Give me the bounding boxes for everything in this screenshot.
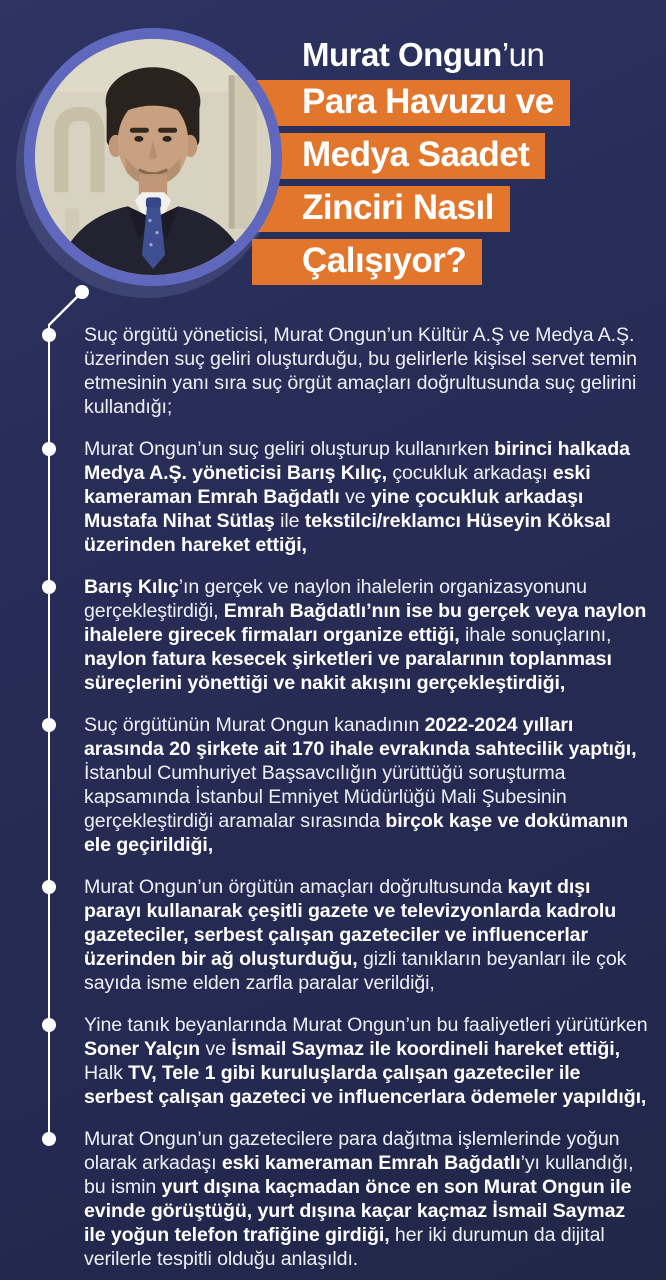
text-segment: İsmail Saymaz ile koordineli hareket ettiği, <box>231 1038 620 1060</box>
headline-strips <box>252 80 570 285</box>
timeline-paragraph <box>84 713 650 857</box>
text-segment: ihale sonuçlarını, <box>459 624 612 646</box>
timeline-dot <box>42 880 56 894</box>
timeline-paragraph <box>84 1127 650 1271</box>
timeline-paragraph <box>84 875 650 995</box>
text-segment: tekstilci/reklamcı Hüseyin Köksal üzerinden hareket ettiği, <box>84 510 611 556</box>
text-segment: Murat Ongun’un gazetecilere para dağıtma işlemlerinde yoğun olarak arkadaşı <box>84 1128 620 1174</box>
text-segment: eski kameraman Emrah Bağdatlı <box>84 462 591 508</box>
text-segment: çocukluk arkadaşı <box>386 462 553 484</box>
timeline-item <box>84 713 650 857</box>
timeline-item <box>84 437 650 557</box>
text-segment: Soner Yalçın <box>84 1038 201 1060</box>
timeline-dot <box>42 442 56 456</box>
timeline-dot <box>42 718 56 732</box>
headline-name: Murat Ongun <box>302 36 502 73</box>
headline-block <box>252 36 570 292</box>
text-segment: yine çocukluk arkadaşı Mustafa Nihat Sütlaş <box>84 486 584 532</box>
text-segment: eski kameraman Emrah Bağdatlı <box>221 1152 521 1174</box>
text-segment: Halk <box>84 1062 129 1084</box>
text-segment: birinci halkada Medya A.Ş. yöneticisi Barış Kılıç, <box>84 438 630 484</box>
text-segment: her iki durumun da dijital verilerle tespitli olduğu anlaşıldı. <box>84 1224 605 1270</box>
title-strip: Zinciri Nasıl <box>252 186 510 232</box>
text-segment: naylon fatura kesecek şirketleri ve paralarının toplanması süreçlerini yönettiği ve nakit akışını gerçekleştirdiği, <box>84 648 612 694</box>
title-strip: Çalışıyor? <box>252 239 482 285</box>
text-segment: Suç örgütü yöneticisi, Murat Ongun’un Kültür A.Ş ve Medya A.Ş. üzerinden suç geliri oluşturduğu, bu gelirlerle kişisel servet temin etmesinin yanı sıra suç örgüt amaçları doğrultusunda suç gelirini kullandığı; <box>84 324 637 418</box>
timeline-paragraph <box>84 323 650 419</box>
portrait-photo <box>24 28 282 286</box>
text-segment: ’ın gerçek ve naylon ihalelerin organizasyonunu gerçekleştirdiği, <box>84 576 587 622</box>
timeline-item <box>84 875 650 995</box>
timeline-item <box>84 575 650 695</box>
text-segment: Yine tanık beyanlarında Murat Ongun’un bu faaliyetleri yürütürken <box>84 1014 648 1036</box>
timeline-dot <box>42 580 56 594</box>
text-segment: gizli tanıkların beyanları ile çok sayıda isme elden zarfla paralar verildiği, <box>84 948 627 994</box>
text-segment: Emrah Bağdatlı’nın ise bu gerçek veya naylon ihalelere girecek firmaları organize ettiği, <box>84 600 647 646</box>
title-strip: Medya Saadet <box>252 133 545 179</box>
timeline-item <box>84 1013 650 1109</box>
text-segment: Barış Kılıç <box>84 576 179 598</box>
text-segment: ’yı kullandığı, bu ismin <box>84 1152 634 1198</box>
timeline-paragraph <box>84 575 650 695</box>
timeline-dot <box>42 1018 56 1032</box>
timeline-item <box>84 1127 650 1271</box>
title-strip: Para Havuzu ve <box>252 80 570 126</box>
headline-suffix: ’un <box>501 36 545 73</box>
text-segment: Murat Ongun’un suç geliri oluşturup kullanırken <box>84 438 495 460</box>
text-segment: ve <box>339 486 371 508</box>
text-segment: TV, Tele 1 gibi kuruluşlarda çalışan gazeteciler ile serbest çalışan gazeteci ve influencerlara ödemeler yapıldığı, <box>84 1062 647 1108</box>
timeline-dot <box>42 1132 56 1146</box>
text-segment: 2022-2024 yılları arasında 20 şirkete ait 170 ihale evrakında sahtecilik yaptığı, <box>84 714 637 760</box>
text-segment: birçok kaşe ve dokümanın ele geçirildiği, <box>84 810 628 856</box>
text-segment: ile <box>274 510 305 532</box>
timeline-paragraph <box>84 437 650 557</box>
timeline <box>84 323 650 1280</box>
portrait-illustration <box>35 39 271 275</box>
text-segment: İstanbul Cumhuriyet Başsavcılığın yürüttüğü soruşturma kapsamında İstanbul Emniyet Müdürlüğü Mali Şubesinin gerçekleştirdiği aramalar sırasında <box>84 762 567 832</box>
timeline-dot <box>42 328 56 342</box>
text-segment: Murat Ongun’un örgütün amaçları doğrultusunda <box>84 876 508 898</box>
text-segment: Suç örgütünün Murat Ongun kanadının <box>84 714 425 736</box>
timeline-paragraph <box>84 1013 650 1109</box>
text-segment: kayıt dışı parayı kullanarak çeşitli gazete ve televizyonlarda kadrolu gazeteciler, serbest çalışan gazeteciler ve influencerlar üzerinden bir ağ oluşturduğu, <box>84 876 617 970</box>
text-segment: ve <box>200 1038 232 1060</box>
headline-line1 <box>252 36 570 74</box>
timeline-item <box>84 323 650 419</box>
text-segment: yurt dışına kaçmadan önce en son Murat Ongun ile evinde görüştüğü, yurt dışına kaçar kaçmaz İsmail Saymaz ile yoğun telefon trafiğine girdiği, <box>84 1176 632 1246</box>
